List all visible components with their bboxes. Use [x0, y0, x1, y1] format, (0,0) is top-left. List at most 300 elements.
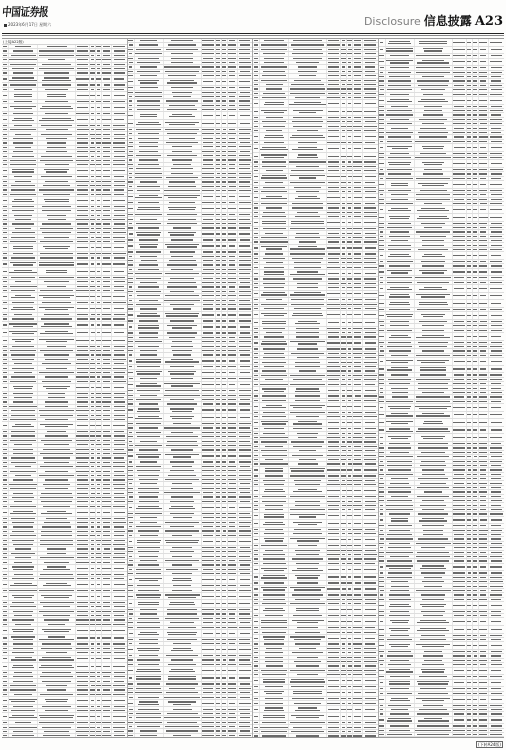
- illegible-text: [216, 326, 220, 327]
- table-cell: [135, 658, 164, 661]
- table-cell: [102, 188, 112, 191]
- illegible-text: [139, 643, 157, 644]
- illegible-text: [113, 716, 126, 717]
- table-cell: [2, 150, 9, 153]
- table-cell: [135, 61, 164, 64]
- illegible-text: [128, 245, 133, 246]
- illegible-text: [203, 196, 214, 197]
- table-cell: [363, 39, 378, 42]
- table-cell: [228, 344, 238, 347]
- illegible-text: [135, 722, 161, 723]
- table-cell: [102, 543, 112, 546]
- table-cell: [38, 58, 76, 61]
- illegible-text: [216, 96, 219, 97]
- illegible-text: [222, 585, 225, 586]
- illegible-text: [167, 403, 197, 404]
- table-cell: [112, 305, 127, 312]
- illegible-text: [9, 727, 36, 728]
- table-cell: [128, 500, 135, 503]
- table-cell: [112, 317, 127, 320]
- illegible-text: [240, 633, 250, 634]
- table-cell: [102, 116, 112, 123]
- table-cell: [238, 608, 253, 611]
- illegible-text: [216, 384, 220, 385]
- illegible-text: [40, 694, 74, 695]
- illegible-text: [167, 713, 198, 714]
- illegible-text: [138, 697, 160, 698]
- table-cell: [253, 52, 260, 55]
- illegible-text: [114, 449, 124, 450]
- table-cell: [112, 500, 127, 503]
- illegible-text: [91, 302, 94, 303]
- table-row: [128, 576, 253, 584]
- illegible-text: [136, 454, 162, 455]
- illegible-text: [113, 219, 125, 220]
- illegible-text: [216, 655, 220, 656]
- table-cell: [102, 384, 112, 391]
- illegible-text: [3, 59, 7, 60]
- table-cell: [202, 185, 216, 188]
- illegible-text: [9, 272, 36, 273]
- illegible-text: [76, 449, 88, 450]
- illegible-text: [77, 557, 89, 558]
- illegible-text: [91, 228, 94, 229]
- table-cell: [202, 646, 216, 653]
- table-cell: [128, 43, 135, 46]
- table-cell: [363, 65, 378, 68]
- illegible-text: [114, 415, 126, 416]
- illegible-text: [203, 496, 214, 497]
- table-cell: [112, 651, 127, 654]
- table-cell: [135, 307, 164, 310]
- table-cell: [202, 331, 216, 334]
- illegible-text: [216, 304, 220, 305]
- table-cell: [238, 255, 253, 258]
- table-cell: [128, 299, 135, 302]
- illegible-text: [229, 579, 235, 580]
- table-cell: [38, 589, 76, 592]
- table-cell: [128, 435, 135, 438]
- illegible-text: [3, 368, 7, 369]
- illegible-text: [228, 409, 237, 410]
- illegible-text: [96, 694, 100, 695]
- table-cell: [228, 593, 238, 600]
- illegible-text: [96, 557, 100, 558]
- table-cell: [164, 654, 202, 657]
- table-cell: [9, 627, 38, 634]
- illegible-text: [97, 119, 101, 120]
- illegible-text: [3, 200, 8, 201]
- illegible-text: [3, 681, 8, 682]
- table-cell: [102, 49, 112, 52]
- illegible-text: [114, 281, 125, 282]
- illegible-text: [222, 168, 225, 169]
- illegible-text: [222, 190, 225, 191]
- table-cell: [135, 377, 164, 380]
- illegible-text: [12, 201, 34, 202]
- illegible-text: [229, 360, 235, 361]
- illegible-text: [129, 173, 133, 174]
- illegible-text: [203, 569, 214, 570]
- illegible-text: [3, 553, 7, 554]
- illegible-text: [3, 50, 7, 51]
- illegible-text: [167, 214, 196, 215]
- table-cell: [164, 268, 202, 271]
- table-cell: [102, 601, 112, 604]
- illegible-text: [3, 548, 7, 549]
- illegible-text: [171, 58, 193, 59]
- illegible-text: [129, 66, 133, 67]
- table-cell: [38, 500, 76, 503]
- illegible-text: [222, 409, 226, 410]
- illegible-text: [90, 431, 94, 432]
- illegible-text: [3, 129, 8, 130]
- table-cell: [112, 168, 127, 175]
- table-cell: [2, 656, 9, 663]
- illegible-text: [3, 449, 7, 450]
- table-cell: [112, 409, 127, 412]
- illegible-text: [103, 512, 110, 513]
- illegible-text: [104, 84, 110, 85]
- table-cell: [2, 405, 9, 408]
- table-cell: [238, 358, 253, 365]
- table-cell: [238, 104, 253, 107]
- illegible-text: [3, 381, 8, 382]
- table-cell: [112, 362, 127, 365]
- illegible-text: [10, 350, 37, 351]
- table-cell: [38, 313, 76, 316]
- illegible-text: [138, 456, 158, 457]
- table-cell: [135, 370, 164, 377]
- table-cell: [76, 132, 90, 135]
- table-cell: [2, 49, 9, 52]
- illegible-text: [15, 134, 32, 135]
- illegible-text: [137, 62, 161, 63]
- table-cell: [135, 600, 164, 607]
- illegible-text: [202, 596, 215, 597]
- illegible-text: [129, 655, 133, 656]
- illegible-text: [228, 603, 237, 604]
- table-cell: [9, 209, 38, 212]
- illegible-text: [3, 324, 7, 325]
- illegible-text: [202, 683, 214, 684]
- illegible-text: [171, 87, 193, 88]
- table-cell: [128, 217, 135, 220]
- illegible-text: [97, 263, 100, 264]
- table-cell: [38, 679, 76, 682]
- table-cell: [38, 534, 76, 537]
- illegible-text: [114, 89, 124, 90]
- illegible-text: [170, 408, 195, 409]
- table-cell: [38, 627, 76, 634]
- illegible-text: [240, 697, 250, 698]
- illegible-text: [103, 113, 110, 114]
- illegible-text: [170, 602, 194, 603]
- table-cell: [202, 150, 216, 153]
- illegible-text: [77, 381, 89, 382]
- illegible-text: [129, 569, 133, 570]
- table-cell: [238, 426, 253, 429]
- illegible-text: [12, 667, 33, 668]
- illegible-text: [222, 427, 226, 428]
- table-cell: [38, 322, 76, 329]
- table-cell: [135, 272, 164, 275]
- table-cell: [112, 132, 127, 135]
- table-cell: [76, 116, 90, 123]
- illegible-text: [129, 62, 133, 63]
- table-cell: [363, 48, 378, 51]
- illegible-text: [229, 186, 236, 187]
- table-cell: [76, 49, 90, 52]
- table-cell: [76, 577, 90, 580]
- table-cell: [76, 517, 90, 520]
- illegible-text: [170, 80, 195, 81]
- table-cell: [164, 453, 202, 460]
- table-cell: [128, 572, 135, 575]
- illegible-text: [97, 376, 101, 377]
- illegible-text: [229, 659, 235, 660]
- table-cell: [112, 337, 127, 344]
- illegible-text: [11, 410, 35, 411]
- illegible-text: [364, 40, 376, 41]
- illegible-text: [223, 530, 226, 531]
- illegible-text: [166, 655, 197, 656]
- illegible-text: [202, 109, 214, 110]
- illegible-text: [364, 49, 376, 50]
- illegible-text: [165, 273, 199, 274]
- table-cell: [202, 584, 216, 587]
- table-cell: [2, 618, 9, 621]
- illegible-text: [216, 208, 220, 209]
- table-row: [128, 600, 253, 608]
- illegible-text: [97, 381, 100, 382]
- table-cell: [2, 353, 9, 356]
- illegible-text: [3, 431, 7, 432]
- illegible-text: [103, 615, 110, 616]
- illegible-text: [47, 566, 66, 567]
- illegible-text: [135, 197, 162, 198]
- illegible-text: [203, 58, 214, 59]
- illegible-text: [140, 256, 157, 257]
- illegible-text: [222, 109, 226, 110]
- table-cell: [112, 349, 127, 352]
- table-cell: [38, 353, 76, 356]
- table-cell: [135, 512, 164, 515]
- illegible-text: [103, 64, 110, 65]
- illegible-text: [77, 308, 88, 309]
- illegible-text: [129, 697, 133, 698]
- illegible-text: [77, 596, 88, 597]
- table-cell: [128, 349, 135, 352]
- table-cell: [238, 243, 253, 250]
- illegible-text: [96, 606, 100, 607]
- illegible-text: [216, 717, 221, 718]
- illegible-text: [136, 676, 161, 677]
- illegible-text: [15, 46, 31, 47]
- table-cell: [76, 313, 90, 316]
- illegible-text: [239, 726, 250, 727]
- illegible-text: [239, 688, 251, 689]
- illegible-text: [39, 611, 74, 612]
- illegible-text: [14, 270, 32, 271]
- illegible-text: [43, 457, 71, 458]
- illegible-text: [13, 544, 34, 545]
- illegible-text: [216, 168, 220, 169]
- illegible-text: [3, 415, 8, 416]
- illegible-text: [3, 518, 7, 519]
- illegible-text: [202, 479, 213, 480]
- illegible-text: [114, 363, 124, 364]
- table-cell: [238, 473, 253, 476]
- illegible-text: [102, 637, 111, 638]
- illegible-text: [166, 445, 198, 446]
- table-cell: [102, 375, 112, 378]
- illegible-text: [216, 251, 221, 252]
- table-cell: [128, 588, 135, 591]
- illegible-text: [77, 138, 88, 139]
- table-cell: [135, 365, 164, 368]
- illegible-text: [13, 681, 33, 682]
- illegible-text: [239, 256, 251, 257]
- illegible-text: [128, 251, 132, 252]
- illegible-text: [222, 164, 225, 165]
- table-cell: [112, 614, 127, 617]
- table-cell: [112, 675, 127, 678]
- table-cell: [202, 340, 216, 343]
- table-cell: [164, 512, 202, 515]
- table-cell: [9, 705, 38, 708]
- illegible-text: [77, 553, 88, 554]
- illegible-text: [202, 466, 214, 467]
- illegible-text: [77, 615, 89, 616]
- table-cell: [38, 396, 76, 399]
- illegible-text: [3, 176, 7, 177]
- illegible-text: [228, 403, 236, 404]
- table-cell: [238, 61, 253, 64]
- illegible-text: [76, 55, 88, 56]
- table-cell: [228, 226, 238, 229]
- table-cell: [135, 691, 164, 694]
- table-cell: [102, 205, 112, 208]
- table-cell: [112, 358, 127, 361]
- table-cell: [128, 331, 135, 334]
- illegible-text: [222, 208, 225, 209]
- illegible-text: [3, 535, 7, 536]
- illegible-text: [239, 427, 250, 428]
- illegible-text: [229, 526, 235, 527]
- table-cell: [202, 422, 216, 425]
- illegible-text: [228, 427, 237, 428]
- illegible-text: [129, 633, 133, 634]
- table-cell: [38, 452, 76, 455]
- illegible-text: [129, 105, 133, 106]
- table-cell: [9, 317, 38, 320]
- table-cell: [128, 407, 135, 414]
- illegible-text: [137, 540, 161, 541]
- table-cell: [2, 517, 9, 520]
- illegible-text: [3, 170, 8, 171]
- table-cell: [164, 646, 202, 653]
- table-cell: [38, 54, 76, 57]
- table-cell: [238, 95, 253, 98]
- illegible-text: [3, 611, 8, 612]
- illegible-text: [202, 432, 214, 433]
- illegible-text: [41, 665, 73, 666]
- table-cell: [112, 293, 127, 300]
- illegible-text: [203, 115, 214, 116]
- illegible-text: [77, 602, 88, 603]
- table-cell: [164, 272, 202, 275]
- illegible-text: [45, 426, 68, 427]
- illegible-text: [136, 678, 161, 679]
- illegible-text: [138, 327, 159, 328]
- table-cell: [9, 725, 38, 728]
- table-cell: [238, 646, 253, 653]
- table-cell: [2, 430, 9, 433]
- illegible-text: [102, 540, 111, 541]
- table-cell: [202, 465, 216, 468]
- table-cell: [164, 687, 202, 690]
- illegible-text: [216, 530, 220, 531]
- table-cell: [228, 612, 238, 615]
- illegible-text: [239, 341, 251, 342]
- table-cell: [38, 256, 76, 259]
- illegible-text: [128, 455, 132, 456]
- illegible-text: [216, 105, 220, 106]
- illegible-text: [293, 40, 322, 41]
- illegible-text: [91, 415, 94, 416]
- table-cell: [228, 259, 238, 262]
- illegible-text: [216, 87, 220, 88]
- illegible-text: [216, 390, 220, 391]
- table-cell: [38, 556, 76, 559]
- table-cell: [102, 581, 112, 588]
- table-cell: [2, 530, 9, 533]
- illegible-text: [3, 578, 8, 579]
- table-cell: [128, 74, 135, 77]
- table-cell: [76, 63, 90, 66]
- table-cell: [202, 478, 216, 481]
- table-cell: [102, 285, 112, 288]
- table-cell: [164, 52, 202, 55]
- table-cell: [135, 734, 164, 737]
- table-cell: [2, 175, 9, 178]
- table-cell: [238, 534, 253, 537]
- illegible-text: [103, 308, 110, 309]
- illegible-text: [43, 386, 69, 387]
- illegible-text: [96, 415, 101, 416]
- table-cell: [38, 104, 76, 111]
- table-cell: [112, 285, 127, 288]
- illegible-text: [216, 269, 219, 270]
- illegible-text: [3, 666, 7, 667]
- table-cell: [135, 120, 164, 127]
- illegible-text: [139, 655, 158, 656]
- illegible-text: [91, 584, 95, 585]
- table-cell: [228, 398, 238, 401]
- table-cell: [112, 709, 127, 712]
- illegible-text: [3, 228, 7, 229]
- illegible-text: [216, 295, 220, 296]
- table-row: [128, 453, 253, 461]
- table-cell: [76, 656, 90, 663]
- illegible-text: [139, 239, 158, 240]
- illegible-text: [229, 100, 235, 101]
- illegible-text: [77, 271, 88, 272]
- illegible-text: [77, 518, 88, 519]
- illegible-text: [216, 569, 220, 570]
- table-cell: [228, 349, 238, 352]
